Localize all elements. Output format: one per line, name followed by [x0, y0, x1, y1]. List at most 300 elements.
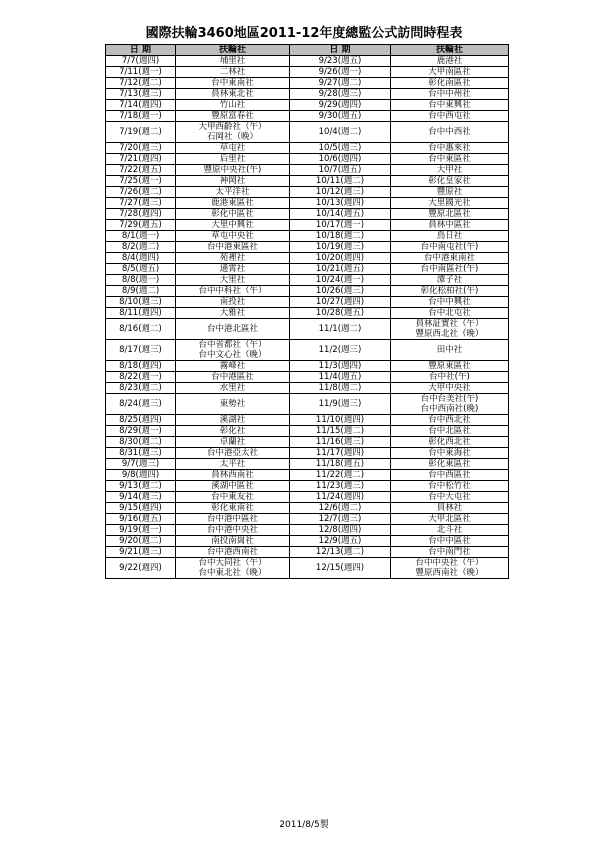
- visit-date-right: 10/27(週四): [290, 297, 391, 308]
- club-cell-left: [176, 264, 290, 275]
- club-cell-left: [176, 67, 290, 78]
- table-row: [106, 340, 509, 361]
- club-cell-right: [391, 264, 509, 275]
- visit-date-left: 9/19(週一): [106, 525, 176, 536]
- visit-date-left: 8/11(週四): [106, 308, 176, 319]
- visit-date-right: 10/6(週四): [290, 154, 391, 165]
- club-cell-left: [176, 514, 290, 525]
- visit-date-left: 8/17(週三): [106, 340, 176, 361]
- club-name: 台中中西社: [428, 127, 471, 137]
- visit-date-left: 8/22(週一): [106, 372, 176, 383]
- club-cell-left: [176, 394, 290, 415]
- club-name: 員林社: [436, 503, 463, 513]
- club-cell-right: [391, 198, 509, 209]
- club-name: 台中港中區社: [206, 514, 258, 524]
- club-cell-left: [176, 547, 290, 558]
- visit-date-left: 9/16(週五): [106, 514, 176, 525]
- club-name: 彰化社: [219, 426, 246, 436]
- club-name: 石岡社（晚）: [206, 132, 258, 142]
- footer-date: 2011/8/5製: [279, 820, 329, 830]
- club-name: 台中省都社（午）: [198, 340, 267, 350]
- club-name: 南投社: [219, 297, 246, 307]
- visit-date-right: 11/2(週三): [290, 340, 391, 361]
- club-name: 霧峰社: [219, 361, 246, 371]
- visit-date-right: 11/18(週五): [290, 459, 391, 470]
- club-name: 大甲社: [436, 165, 463, 175]
- header-date-right: 日 期: [290, 45, 391, 56]
- club-cell-left: [176, 78, 290, 89]
- visit-date-right: 11/15(週二): [290, 426, 391, 437]
- club-cell-right: [391, 503, 509, 514]
- visit-date-left: 9/15(週四): [106, 503, 176, 514]
- table-row: [106, 481, 509, 492]
- visit-date-right: 11/8(週二): [290, 383, 391, 394]
- club-cell-right: [391, 56, 509, 67]
- table-row: [106, 286, 509, 297]
- club-name: 彰化東區社: [428, 459, 471, 469]
- club-cell-right: [391, 361, 509, 372]
- club-cell-right: [391, 78, 509, 89]
- club-name: 大甲西齡社（午）: [198, 122, 267, 132]
- table-row: [106, 308, 509, 319]
- club-cell-right: [391, 143, 509, 154]
- club-cell-left: [176, 319, 290, 340]
- visit-date-right: 12/13(週二): [290, 547, 391, 558]
- club-name: 台中東興社: [428, 100, 471, 110]
- visit-date-left: 7/28(週四): [106, 209, 176, 220]
- club-cell-right: [391, 111, 509, 122]
- club-name: 神岡社: [219, 176, 246, 186]
- visit-date-left: 8/31(週三): [106, 448, 176, 459]
- club-cell-left: [176, 426, 290, 437]
- club-name: 二林社: [219, 67, 246, 77]
- club-cell-right: [391, 448, 509, 459]
- visit-date-right: 11/22(週二): [290, 470, 391, 481]
- visit-date-right: 11/1(週二): [290, 319, 391, 340]
- table-row: [106, 459, 509, 470]
- club-name: 彰化皇家社: [428, 176, 471, 186]
- visit-date-right: 9/28(週三): [290, 89, 391, 100]
- table-row: [106, 361, 509, 372]
- club-cell-right: [391, 187, 509, 198]
- table-row: [106, 275, 509, 286]
- visit-date-left: 7/11(週一): [106, 67, 176, 78]
- club-name: 彰化中區社: [211, 209, 254, 219]
- table-row: [106, 372, 509, 383]
- club-name: 台中南區社(午): [420, 264, 479, 274]
- club-name: 台中大屯社: [428, 492, 471, 502]
- club-cell-left: [176, 481, 290, 492]
- visit-date-right: 11/24(週四): [290, 492, 391, 503]
- visit-date-left: 8/25(週四): [106, 415, 176, 426]
- club-cell-left: [176, 361, 290, 372]
- visit-date-left: 9/20(週二): [106, 536, 176, 547]
- club-name: 台中西北社: [428, 415, 471, 425]
- visit-date-left: 8/5(週五): [106, 264, 176, 275]
- table-row: [106, 558, 509, 579]
- club-cell-left: [176, 187, 290, 198]
- club-name: 台中台美社(午): [420, 394, 479, 404]
- table-row: [106, 56, 509, 67]
- club-name: 水里社: [219, 383, 246, 393]
- club-name: 台中中興社: [428, 297, 471, 307]
- club-name: 台中社(午): [429, 372, 470, 382]
- club-cell-left: [176, 122, 290, 143]
- visit-date-left: 9/7(週三): [106, 459, 176, 470]
- visit-date-left: 8/10(週三): [106, 297, 176, 308]
- club-name: 台中港西南社: [206, 547, 258, 557]
- table-row: [106, 187, 509, 198]
- club-name: 彰化西北社: [428, 437, 471, 447]
- visit-date-left: 9/22(週四): [106, 558, 176, 579]
- table-row: [106, 448, 509, 459]
- club-name: 員林中區社: [428, 220, 471, 230]
- club-cell-right: [391, 122, 509, 143]
- visit-date-left: 7/18(週一): [106, 111, 176, 122]
- club-cell-right: [391, 426, 509, 437]
- club-name: 台中東北社（晚）: [198, 568, 267, 578]
- club-name: 大甲北區社: [428, 514, 471, 524]
- table-row: [106, 297, 509, 308]
- club-name: 彰化松柏社(午): [420, 286, 479, 296]
- visit-date-right: 10/20(週四): [290, 253, 391, 264]
- club-name: 台中中央社（午）: [415, 558, 484, 568]
- visit-date-left: 7/7(週四): [106, 56, 176, 67]
- club-name: 大里國光社: [428, 198, 471, 208]
- table-row: [106, 198, 509, 209]
- club-name: 太平洋社: [215, 187, 250, 197]
- club-name: 大里中興社: [211, 220, 254, 230]
- club-cell-left: [176, 231, 290, 242]
- table-row: [106, 176, 509, 187]
- visit-date-left: 8/29(週一): [106, 426, 176, 437]
- club-cell-left: [176, 275, 290, 286]
- visit-date-right: 11/16(週三): [290, 437, 391, 448]
- visit-date-right: 10/11(週二): [290, 176, 391, 187]
- club-name: 台中東海社: [428, 448, 471, 458]
- club-name: 台中西區社: [428, 470, 471, 480]
- club-cell-left: [176, 165, 290, 176]
- club-cell-left: [176, 372, 290, 383]
- visit-date-left: 7/29(週五): [106, 220, 176, 231]
- visit-date-right: 9/26(週一): [290, 67, 391, 78]
- club-cell-left: [176, 558, 290, 579]
- club-cell-right: [391, 525, 509, 536]
- club-cell-right: [391, 275, 509, 286]
- club-name: 后里社: [219, 154, 246, 164]
- page-title: 國際扶輪3460地區2011-12年度總監公式訪問時程表: [145, 26, 463, 41]
- table-row: [106, 253, 509, 264]
- visit-date-left: 7/19(週二): [106, 122, 176, 143]
- club-cell-left: [176, 286, 290, 297]
- table-header-row: [106, 45, 509, 56]
- visit-date-right: 10/17(週一): [290, 220, 391, 231]
- club-cell-left: [176, 242, 290, 253]
- club-name: 台中港區社: [211, 372, 254, 382]
- club-name: 台中中州社: [428, 89, 471, 99]
- club-cell-left: [176, 536, 290, 547]
- club-name: 大甲南區社: [428, 67, 471, 77]
- visit-date-left: 8/1(週一): [106, 231, 176, 242]
- table-row: [106, 470, 509, 481]
- club-name: 彰化東南社: [211, 503, 254, 513]
- club-name: 通霄社: [219, 264, 246, 274]
- club-cell-right: [391, 340, 509, 361]
- club-name: 卓蘭社: [219, 437, 246, 447]
- club-cell-right: [391, 470, 509, 481]
- club-name: 田中社: [436, 345, 463, 355]
- club-cell-right: [391, 100, 509, 111]
- club-cell-left: [176, 437, 290, 448]
- visit-date-left: 8/30(週二): [106, 437, 176, 448]
- club-cell-left: [176, 308, 290, 319]
- visit-date-left: 9/13(週二): [106, 481, 176, 492]
- club-name: 台中中科社（午）: [198, 286, 267, 296]
- club-cell-right: [391, 514, 509, 525]
- club-name: 豐原西北社（晚）: [415, 329, 484, 339]
- club-cell-left: [176, 297, 290, 308]
- club-cell-right: [391, 319, 509, 340]
- club-cell-left: [176, 340, 290, 361]
- visit-date-right: 11/9(週三): [290, 394, 391, 415]
- table-row: [106, 154, 509, 165]
- visit-date-right: 10/4(週二): [290, 122, 391, 143]
- club-name: 台中港亞太社: [206, 448, 258, 458]
- club-cell-left: [176, 383, 290, 394]
- club-cell-left: [176, 220, 290, 231]
- club-name: 台中南屯社(午): [420, 242, 479, 252]
- club-cell-left: [176, 415, 290, 426]
- club-cell-left: [176, 209, 290, 220]
- club-cell-left: [176, 89, 290, 100]
- club-cell-left: [176, 470, 290, 481]
- club-name: 埔里社: [219, 56, 246, 66]
- club-cell-left: [176, 100, 290, 111]
- table-row: [106, 492, 509, 503]
- club-name: 大里社: [219, 275, 246, 285]
- club-name: 溪湖中區社: [211, 481, 254, 491]
- club-name: 豐原北區社: [428, 209, 471, 219]
- table-row: [106, 143, 509, 154]
- club-cell-right: [391, 176, 509, 187]
- club-name: 台中中區社: [428, 536, 471, 546]
- club-cell-left: [176, 56, 290, 67]
- table-row: [106, 514, 509, 525]
- visit-date-left: 9/21(週三): [106, 547, 176, 558]
- club-cell-right: [391, 242, 509, 253]
- visit-date-right: 12/15(週四): [290, 558, 391, 579]
- visit-date-right: 12/7(週三): [290, 514, 391, 525]
- club-name: 鹿港社: [436, 56, 463, 66]
- club-name: 台中西南社(晚): [420, 404, 479, 414]
- visit-date-right: 10/5(週三): [290, 143, 391, 154]
- table-row: [106, 503, 509, 514]
- club-name: 台中港北區社: [206, 324, 258, 334]
- club-name: 豐原東區社: [428, 361, 471, 371]
- club-cell-right: [391, 154, 509, 165]
- table-row: [106, 319, 509, 340]
- club-cell-right: [391, 383, 509, 394]
- club-cell-right: [391, 297, 509, 308]
- visit-date-right: 10/12(週三): [290, 187, 391, 198]
- club-cell-left: [176, 525, 290, 536]
- visit-date-left: 7/14(週四): [106, 100, 176, 111]
- table-row: [106, 437, 509, 448]
- header-date-left: 日 期: [106, 45, 176, 56]
- club-name: 台中東友社: [211, 492, 254, 502]
- table-row: [106, 165, 509, 176]
- visit-date-right: 12/6(週二): [290, 503, 391, 514]
- visit-date-left: 8/9(週二): [106, 286, 176, 297]
- club-cell-right: [391, 165, 509, 176]
- visit-date-left: 8/24(週三): [106, 394, 176, 415]
- club-name: 台中大同社（午）: [198, 558, 267, 568]
- club-cell-left: [176, 176, 290, 187]
- visit-date-right: 11/17(週四): [290, 448, 391, 459]
- club-cell-left: [176, 198, 290, 209]
- visit-date-left: 9/8(週四): [106, 470, 176, 481]
- club-name: 太平社: [219, 459, 246, 469]
- club-name: 彰化南區社: [428, 78, 471, 88]
- visit-date-left: 8/4(週四): [106, 253, 176, 264]
- header-club-left: 扶輪社: [176, 45, 290, 56]
- table-row: [106, 536, 509, 547]
- visit-date-left: 8/16(週二): [106, 319, 176, 340]
- table-row: [106, 209, 509, 220]
- visit-date-right: 10/24(週一): [290, 275, 391, 286]
- club-cell-right: [391, 231, 509, 242]
- visit-date-right: 10/28(週五): [290, 308, 391, 319]
- club-name: 台中惠來社: [428, 143, 471, 153]
- table-row: [106, 525, 509, 536]
- club-name: 苑裡社: [219, 253, 246, 263]
- club-cell-right: [391, 492, 509, 503]
- visit-date-right: 10/26(週三): [290, 286, 391, 297]
- visit-date-right: 9/23(週五): [290, 56, 391, 67]
- club-cell-right: [391, 558, 509, 579]
- club-name: 台中港中央社: [206, 525, 258, 535]
- club-name: 台中北屯社: [428, 308, 471, 318]
- club-name: 台中港東區社: [206, 242, 258, 252]
- visit-date-right: 10/13(週四): [290, 198, 391, 209]
- schedule-table: [105, 44, 509, 579]
- club-cell-left: [176, 143, 290, 154]
- table-row: [106, 100, 509, 111]
- visit-date-left: 8/8(週一): [106, 275, 176, 286]
- club-cell-right: [391, 415, 509, 426]
- visit-date-right: 11/23(週三): [290, 481, 391, 492]
- visit-date-left: 7/22(週五): [106, 165, 176, 176]
- club-name: 員林西南社: [211, 470, 254, 480]
- club-name: 台中西屯社: [428, 111, 471, 121]
- table-row: [106, 67, 509, 78]
- club-cell-left: [176, 253, 290, 264]
- club-name: 潭子社: [436, 275, 463, 285]
- club-cell-right: [391, 308, 509, 319]
- club-name: 竹山社: [219, 100, 246, 110]
- visit-date-right: 11/4(週五): [290, 372, 391, 383]
- club-name: 台中東南社: [211, 78, 254, 88]
- visit-date-left: 7/27(週三): [106, 198, 176, 209]
- club-cell-right: [391, 220, 509, 231]
- visit-date-left: 7/25(週一): [106, 176, 176, 187]
- visit-date-right: 10/18(週二): [290, 231, 391, 242]
- table-row: [106, 394, 509, 415]
- visit-date-left: 7/13(週三): [106, 89, 176, 100]
- club-cell-right: [391, 459, 509, 470]
- club-name: 豐原富春社: [211, 111, 254, 121]
- visit-date-left: 7/21(週四): [106, 154, 176, 165]
- visit-date-left: 7/26(週二): [106, 187, 176, 198]
- club-name: 南投南崗社: [211, 536, 254, 546]
- club-cell-right: [391, 481, 509, 492]
- table-row: [106, 78, 509, 89]
- table-row: [106, 426, 509, 437]
- visit-date-left: 7/20(週三): [106, 143, 176, 154]
- club-name: 台中松竹社: [428, 481, 471, 491]
- visit-date-right: 10/7(週五): [290, 165, 391, 176]
- club-name: 草屯社: [219, 143, 246, 153]
- club-name: 大甲中央社: [428, 383, 471, 393]
- club-name: 溪湖社: [219, 415, 246, 425]
- visit-date-left: 9/14(週三): [106, 492, 176, 503]
- header-club-right: 扶輪社: [391, 45, 509, 56]
- club-cell-right: [391, 253, 509, 264]
- club-name: 員林証實社（午）: [415, 319, 484, 329]
- club-name: 台中北區社: [428, 426, 471, 436]
- club-name: 台中文心社（晚）: [198, 350, 267, 360]
- club-cell-right: [391, 437, 509, 448]
- club-name: 草屯中央社: [211, 231, 254, 241]
- club-cell-right: [391, 536, 509, 547]
- table-row: [106, 264, 509, 275]
- club-cell-left: [176, 154, 290, 165]
- club-cell-left: [176, 459, 290, 470]
- visit-date-right: 9/30(週五): [290, 111, 391, 122]
- visit-date-right: 12/9(週五): [290, 536, 391, 547]
- table-row: [106, 231, 509, 242]
- club-cell-right: [391, 67, 509, 78]
- club-cell-right: [391, 89, 509, 100]
- club-cell-right: [391, 394, 509, 415]
- club-name: 豐原社: [436, 187, 463, 197]
- club-name: 大雅社: [219, 308, 246, 318]
- table-row: [106, 220, 509, 231]
- club-cell-right: [391, 286, 509, 297]
- table-row: [106, 415, 509, 426]
- club-name: 台中港東南社: [423, 253, 475, 263]
- club-name: 北斗社: [436, 525, 463, 535]
- club-cell-right: [391, 372, 509, 383]
- club-name: 鳥日社: [436, 231, 463, 241]
- visit-date-right: 11/3(週四): [290, 361, 391, 372]
- visit-date-left: 7/12(週二): [106, 78, 176, 89]
- club-name: 東勢社: [219, 399, 246, 409]
- club-cell-left: [176, 492, 290, 503]
- club-cell-left: [176, 503, 290, 514]
- visit-date-left: 8/23(週二): [106, 383, 176, 394]
- club-name: 豐原中央社(午): [203, 165, 262, 175]
- visit-date-right: 10/14(週五): [290, 209, 391, 220]
- club-name: 豐原西南社（晚）: [415, 568, 484, 578]
- table-row: [106, 242, 509, 253]
- club-name: 台中東區社: [428, 154, 471, 164]
- visit-date-right: 11/10(週四): [290, 415, 391, 426]
- table-row: [106, 111, 509, 122]
- club-name: 台中南門社: [428, 547, 471, 557]
- visit-date-left: 8/2(週二): [106, 242, 176, 253]
- club-name: 鹿港東區社: [211, 198, 254, 208]
